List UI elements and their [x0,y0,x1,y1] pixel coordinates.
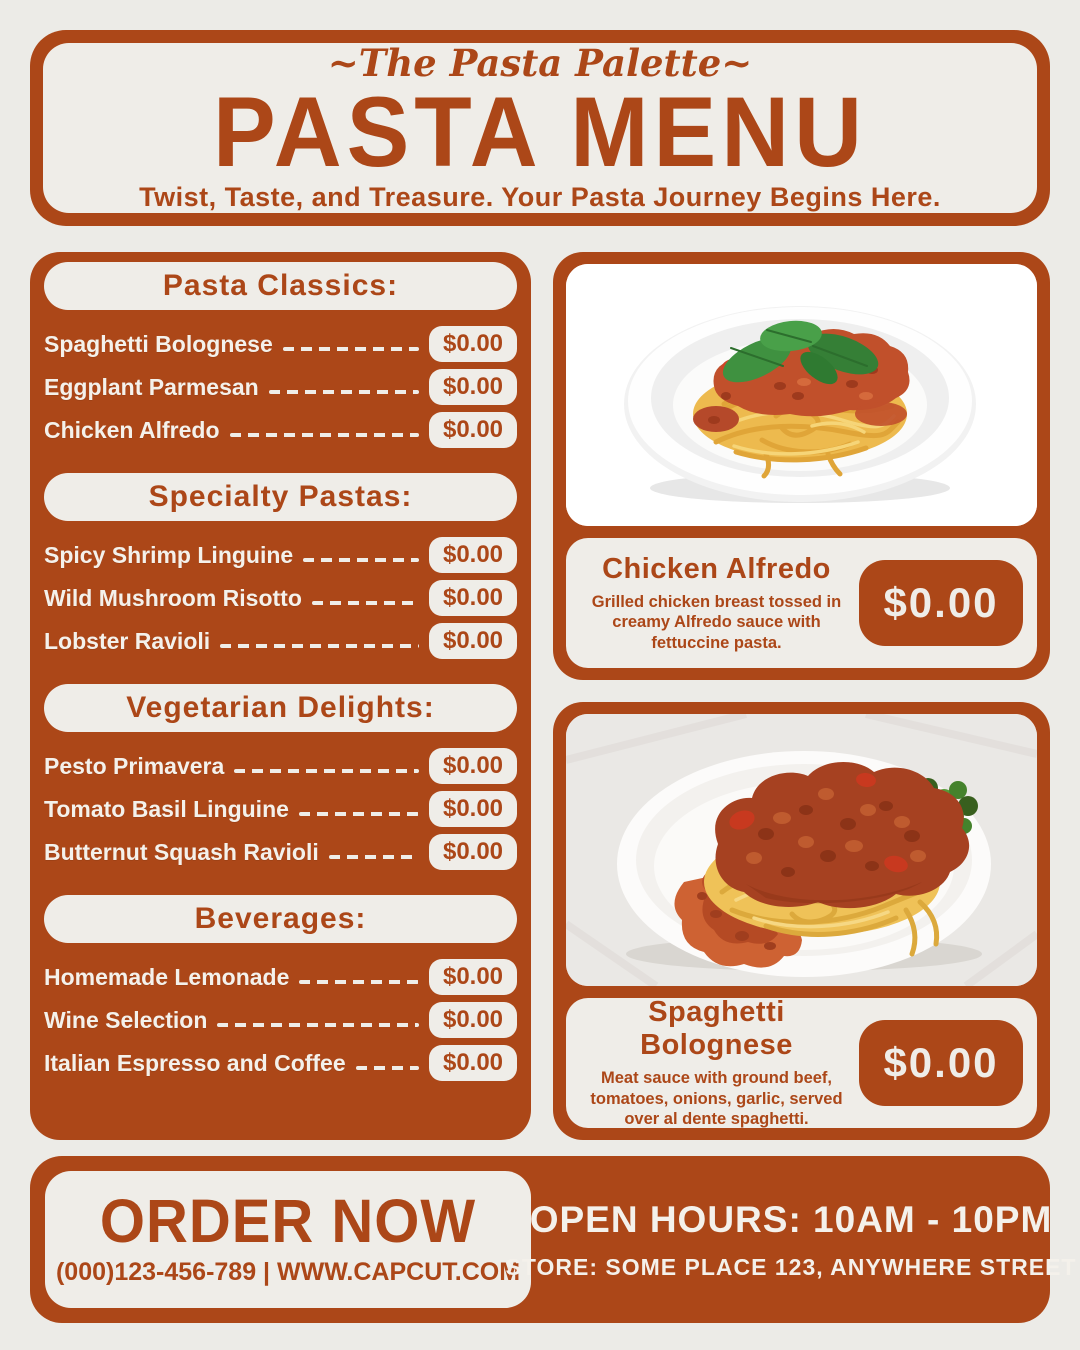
featured-info-panel [566,538,1037,668]
dotted-leader [299,812,419,816]
featured-card-chicken-alfredo [553,252,1050,680]
menu-item [44,748,517,784]
header-inner [43,40,1037,213]
featured-info-panel [566,998,1037,1128]
item-price: $0.00 [429,326,517,362]
item-price: $0.00 [429,791,517,827]
order-now-card [45,1171,531,1308]
menu-item [44,959,517,995]
dotted-leader [312,601,419,605]
item-price: $0.00 [429,748,517,784]
item-name: Wine Selection [44,1006,208,1033]
dotted-leader [230,433,419,437]
dotted-leader [220,644,419,648]
menu-panel [30,252,531,1140]
item-name: Tomato Basil Linguine [44,795,289,822]
section-heading: Vegetarian Delights: [44,684,517,732]
item-name: Spaghetti Bolognese [44,330,273,357]
menu-item [44,537,517,573]
dotted-leader [269,390,419,394]
featured-price-chip: $0.00 [859,1020,1023,1106]
item-name: Lobster Ravioli [44,627,211,654]
menu-item [44,412,517,448]
menu-item [44,326,517,362]
menu-section-beverages [44,895,517,1081]
item-price: $0.00 [429,623,517,659]
item-price: $0.00 [429,369,517,405]
dotted-leader [329,855,419,859]
item-name: Chicken Alfredo [44,416,220,443]
chicken-alfredo-photo [566,264,1037,526]
featured-description: Grilled chicken breast tossed in creamy Alfredo sauce with fettuccine pasta. [591,592,842,652]
order-now-title: ORDER NOW [99,1186,477,1256]
spaghetti-bolognese-photo [566,714,1037,986]
featured-description: Meat sauce with ground beef, tomatoes, onions, garlic, served over al dente spaghetti. [590,1069,843,1129]
dotted-leader [217,1023,419,1027]
item-price: $0.00 [429,412,517,448]
item-name: Spicy Shrimp Linguine [44,541,294,568]
menu-section-pasta-classics [44,262,517,448]
tagline: Twist, Taste, and Treasure. Your Pasta Journey Begins Here. [139,182,941,213]
footer-info [505,1156,1077,1323]
menu-item [44,623,517,659]
section-heading: Pasta Classics: [44,262,517,310]
item-name: Pesto Primavera [44,752,225,779]
featured-card-spaghetti-bolognese [553,702,1050,1140]
menu-item [44,834,517,870]
item-price: $0.00 [429,537,517,573]
dotted-leader [299,980,419,984]
item-name: Wild Mushroom Risotto [44,584,302,611]
store-address: STORE: SOME PLACE 123, ANYWHERE STREET [505,1253,1077,1280]
item-name: Italian Espresso and Coffee [44,1049,346,1076]
brand-script-title: ~The Pasta Palette~ [327,40,753,85]
featured-text [566,996,859,1130]
item-name: Butternut Squash Ravioli [44,838,319,865]
item-price: $0.00 [429,1002,517,1038]
item-price: $0.00 [429,580,517,616]
menu-section-specialty-pastas [44,473,517,659]
footer-bar [30,1156,1077,1323]
section-heading: Beverages: [44,895,517,943]
featured-title: Chicken Alfredo [602,552,831,585]
menu-item [44,580,517,616]
featured-price-chip: $0.00 [859,560,1023,646]
item-price: $0.00 [429,1045,517,1081]
item-name: Homemade Lemonade [44,963,290,990]
dotted-leader [234,769,419,773]
featured-text [566,553,859,654]
menu-item [44,369,517,405]
contact-line: (000)123-456-789 | WWW.CAPCUT.COM [55,1257,521,1286]
item-price: $0.00 [429,834,517,870]
item-name: Eggplant Parmesan [44,373,259,400]
open-hours: OPEN HOURS: 10AM - 10PM [529,1198,1053,1240]
dotted-leader [283,347,419,351]
menu-section-vegetarian-delights [44,684,517,870]
section-heading: Specialty Pastas: [44,473,517,521]
page-title: PASTA MENU [212,75,868,187]
menu-item [44,1002,517,1038]
item-price: $0.00 [429,959,517,995]
dotted-leader [356,1066,419,1070]
menu-item [44,1045,517,1081]
featured-title: Spaghetti Bolognese [640,996,793,1062]
dotted-leader [303,558,419,562]
menu-item [44,791,517,827]
header-card [30,30,1050,226]
